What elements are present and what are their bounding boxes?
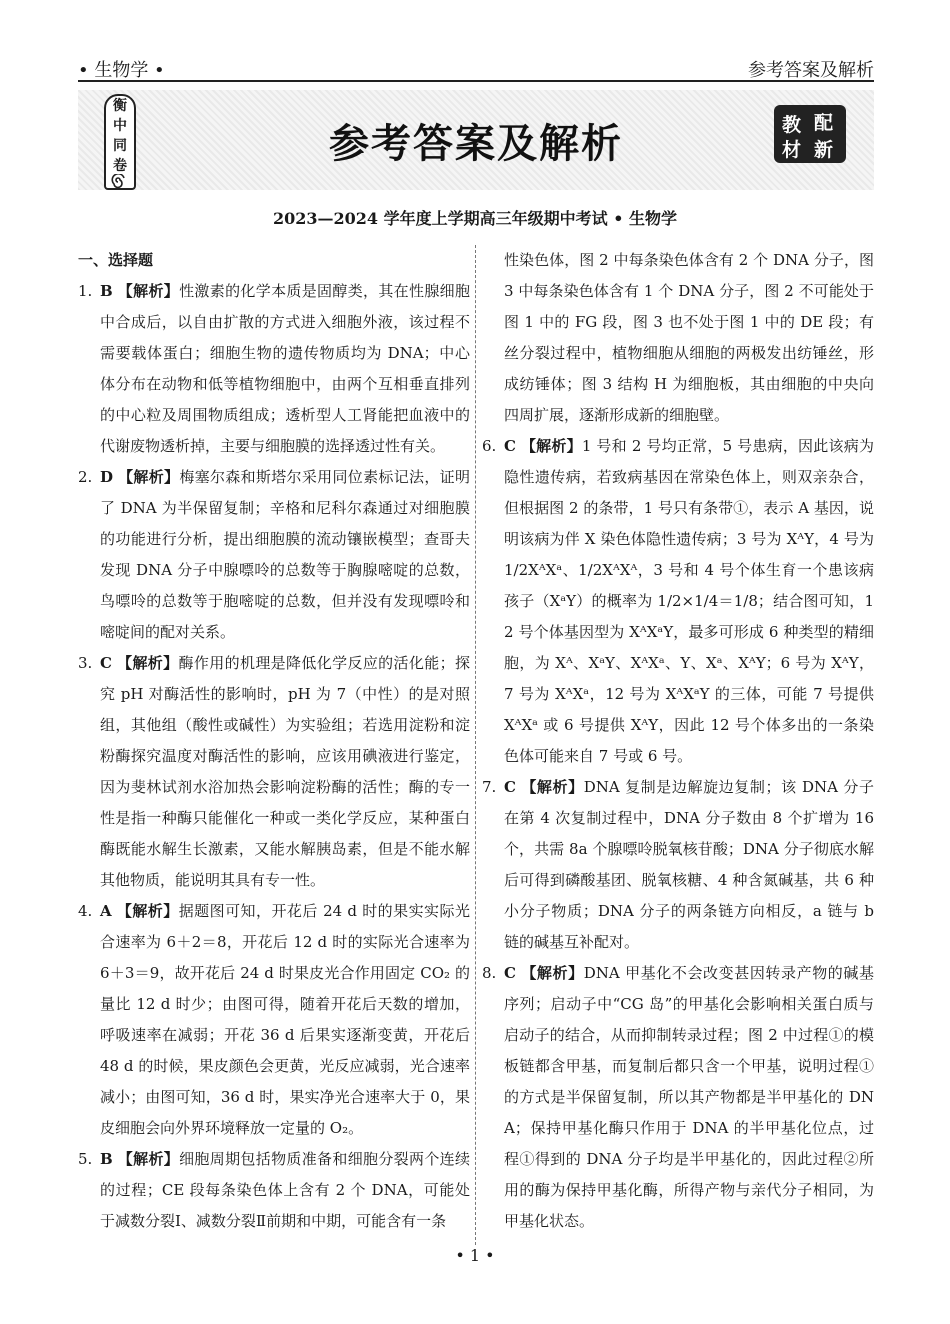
answer-letter: C xyxy=(504,437,516,455)
badge-char: 新 xyxy=(814,139,834,161)
new-textbook-badge xyxy=(774,105,846,163)
question-number: 8. xyxy=(482,964,497,982)
section-label: 参考答案及解析 xyxy=(748,60,874,81)
right-column xyxy=(482,245,874,1237)
question-item xyxy=(78,648,470,896)
question-item xyxy=(482,772,874,958)
question-item xyxy=(482,958,874,1237)
question-item xyxy=(78,1144,470,1237)
analysis-tag: 【解析】 xyxy=(117,1150,180,1168)
answer-letter: C xyxy=(504,778,516,796)
analysis-tag: 【解析】 xyxy=(521,778,584,796)
analysis-tag: 【解析】 xyxy=(521,964,584,982)
analysis-text: 1 号和 2 号均正常，5 号患病，因此该病为隐性遗传病，若致病基因在常染色体上，则双亲杂合，但根据图 2 的条带，1 号只有条带①，表示 A 基因，说明该病为伴 X 染色体隐性遗传病；3 号为 XᴬY，4 号为 1/2XᴬXᵃ、1/2XᴬXᴬ，3 号和 4 号个体生育一个患该病孩子（XᵃY）的概率为 1/2×1/4＝1/8；结合图可知，12 号个体基因型为 XᴬXᵃY，最多可形成 6 种类型的精细胞，为 Xᴬ、XᵃY、XᴬXᵃ、Y、Xᵃ、XᴬY；6 号为 XᴬY，7 号为 XᴬXᵃ，12 号为 XᴬXᵃY 的三体，可能 7 号提供 XᴬXᵃ 或 6 号提供 XᴬY，因此 12 号个体多出的一条染色体可能来自 7 号或 6 号。 xyxy=(504,437,874,765)
question-item xyxy=(482,431,874,772)
scroll-char: 同 xyxy=(113,138,127,154)
question-item xyxy=(78,896,470,1144)
scroll-char: 中 xyxy=(113,118,127,134)
answer-letter: C xyxy=(100,654,112,672)
analysis-tag: 【解析】 xyxy=(117,282,180,300)
question-number: 1. xyxy=(78,282,93,300)
question-number: 7. xyxy=(482,778,497,796)
left-column xyxy=(78,245,470,1237)
analysis-tag: 【解析】 xyxy=(116,902,179,920)
question-number: 5. xyxy=(78,1150,93,1168)
answer-letter: A xyxy=(100,902,112,920)
analysis-tag: 【解析】 xyxy=(117,654,179,672)
spiral-icon xyxy=(108,174,128,190)
question-continuation xyxy=(482,245,874,431)
scroll-char: 衡 xyxy=(113,98,127,114)
header-rule xyxy=(78,80,874,82)
question-number: 6. xyxy=(482,437,497,455)
answer-letter: B xyxy=(100,282,113,300)
document-title: 2023—2024 学年度上学期高三年级期中考试 • 生物学 xyxy=(272,209,677,228)
banner-title: 参考答案及解析 xyxy=(329,121,623,167)
question-item xyxy=(78,462,470,648)
analysis-tag: 【解析】 xyxy=(520,437,582,455)
answer-letter: B xyxy=(100,1150,113,1168)
scroll-char: 卷 xyxy=(113,158,127,174)
running-header xyxy=(78,52,874,82)
question-number: 2. xyxy=(78,468,93,486)
column-divider xyxy=(475,245,476,1245)
question-number: 4. xyxy=(78,902,93,920)
analysis-text: 梅塞尔森和斯塔尔采用同位素标记法，证明了 DNA 为半保留复制；辛格和尼科尔森通过对细胞膜的功能进行分析，提出细胞膜的流动镶嵌模型；查哥夫发现 DNA 分子中腺嘌呤的总数等于胸腺嘧啶的总数，鸟嘌呤的总数等于胞嘧啶的总数，但并没有发现嘌呤和嘧啶间的配对关系。 xyxy=(100,468,470,641)
section-heading: 一、选择题 xyxy=(78,251,154,269)
analysis-text: DNA 复制是边解旋边复制；该 DNA 分子在第 4 次复制过程中，DNA 分子数由 8 个扩增为 16 个，共需 8a 个腺嘌呤脱氧核苷酸；DNA 分子彻底水解后可得到磷酸基团、脱氧核糖、4 种含氮碱基，共 6 种小分子物质；DNA 分子的两条链方向相反，a 链与 b 链的碱基互补配对。 xyxy=(504,778,874,951)
subject-label: • 生物学 • xyxy=(78,60,165,81)
badge-char: 教 xyxy=(782,114,802,136)
badge-char: 材 xyxy=(782,139,802,161)
question-item xyxy=(78,276,470,462)
answer-letter: D xyxy=(100,468,114,486)
analysis-text: 性染色体，图 2 中每条染色体含有 2 个 DNA 分子，图 3 中每条染色体含有 1 个 DNA 分子，图 2 不可能处于图 1 中的 FG 段，图 3 也不处于图 1 中的 DE 段；有丝分裂过程中，植物细胞从细胞的两极发出纺锤丝，形成纺锤体；图 3 结构 H 为细胞板，其由细胞的中央向四周扩展，逐渐形成新的细胞壁。 xyxy=(504,251,874,424)
analysis-text: DNA 甲基化不会改变甚因转录产物的碱基序列；启动子中“CG 岛”的甲基化会影响相关蛋白质与启动子的结合，从而抑制转录过程；图 2 中过程①的模板链都含甲基，而复制后都只含一个甲基，说明过程①的方式是半保留复制，所以其产物都是半甲基化的 DNA；保持甲基化酶只作用于 DNA 的半甲基化位点，过程①得到的 DNA 分子均是半甲基化的，因此过程②所用的酶为保持甲基化酶，所得产物与亲代分子相同，为甲基化状态。 xyxy=(504,964,874,1230)
badge-char: 配 xyxy=(814,112,834,134)
title-banner xyxy=(78,90,874,190)
question-number: 3. xyxy=(78,654,93,672)
analysis-tag: 【解析】 xyxy=(118,468,180,486)
analysis-text: 性激素的化学本质是固醇类，其在性腺细胞中合成后，以自由扩散的方式进入细胞外液，该过程不需要载体蛋白；细胞生物的遗传物质均为 DNA；中心体分布在动物和低等植物细胞中，由两个互相垂直排列的中心粒及周围物质组成；透析型人工肾能把血液中的代谢废物透析掉，主要与细胞膜的选择透过性有关。 xyxy=(100,282,470,455)
analysis-text: 据题图可知，开花后 24 d 时的果实实际光合速率为 6＋2＝8，开花后 12 d 时的实际光合速率为 6＋3＝9，故开花后 24 d 时果皮光合作用固定 CO₂ 的量比 12 d 时少；由图可得，随着开花后天数的增加，呼吸速率在减弱；开花 36 d 后果实逐渐变黄，开花后 48 d 的时候，果皮颜色会更黄，光反应减弱，光合速率减小；由图可知，36 d 时，果实净光合速率大于 0，果皮细胞会向外界环境释放一定量的 O₂。 xyxy=(100,902,470,1137)
analysis-text: 细胞周期包括物质准备和细胞分裂两个连续的过程；CE 段每条染色体上含有 2 个 DNA，可能处于减数分裂Ⅰ、减数分裂Ⅱ前期和中期，可能含有一条 xyxy=(100,1150,470,1230)
answer-letter: C xyxy=(504,964,516,982)
analysis-text: 酶作用的机理是降低化学反应的活化能；探究 pH 对酶活性的影响时，pH 为 7（中性）的是对照组，其他组（酸性或碱性）为实验组；若选用淀粉和淀粉酶探究温度对酶活性的影响，应该用碘液进行鉴定，因为斐林试剂水浴加热会影响淀粉酶的活性；酶的专一性是指一种酶只能催化一种或一类化学反应，某种蛋白酶既能水解生长激素，又能水解胰岛素，但是不能水解其他物质，能说明其具有专一性。 xyxy=(100,654,470,889)
page-number: • 1 • xyxy=(455,1246,495,1265)
